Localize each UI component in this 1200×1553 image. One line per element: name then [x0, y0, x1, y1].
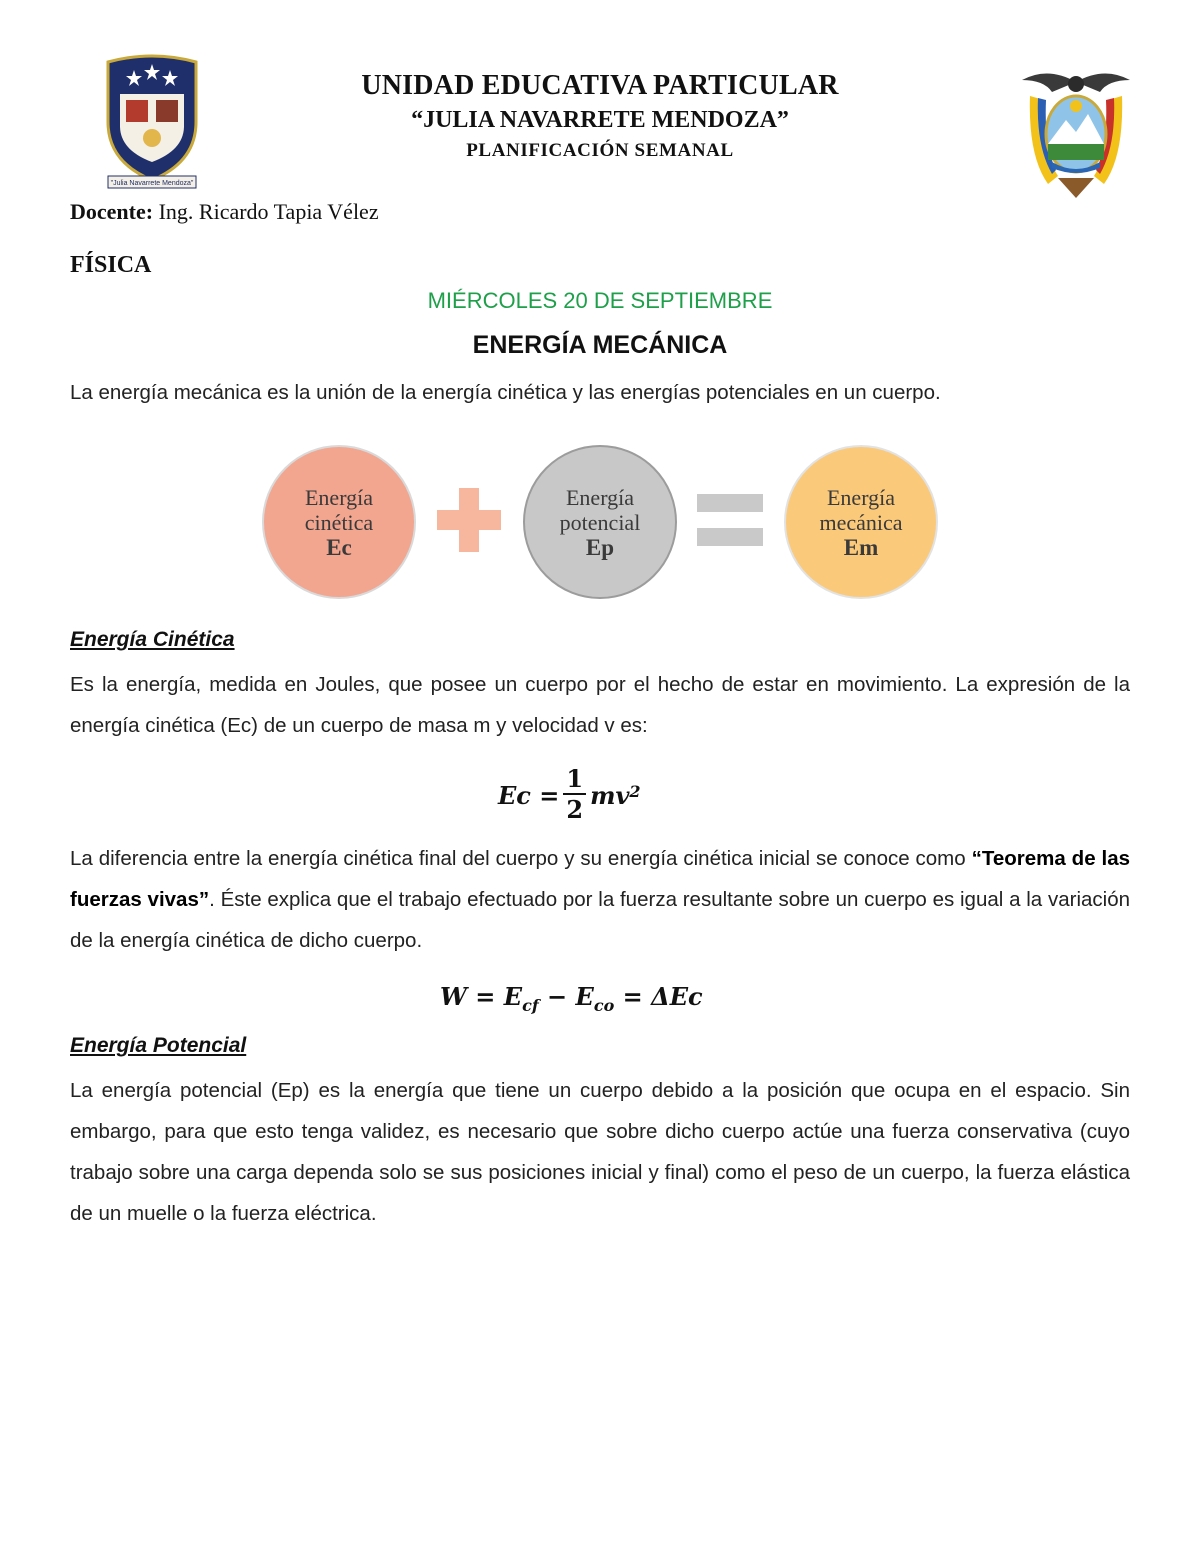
kinetic-energy-heading: Energía Cinética [70, 628, 235, 651]
theorem-intro: La diferencia entre la energía cinética final del cuerpo y su energía cinética inicial se conoce como [70, 847, 966, 870]
plus-icon [437, 488, 501, 552]
mechanical-line1: Energía [826, 484, 895, 510]
work-formula-sub2: co [593, 995, 615, 1015]
teacher-line [70, 199, 379, 225]
potential-line2: potencial [559, 509, 641, 535]
work-energy-theorem-paragraph [70, 838, 1130, 961]
intro-paragraph: La energía mecánica es la unión de la energía cinética y las energías potenciales en un cuerpo. [70, 381, 941, 404]
work-formula-mid: − E [538, 982, 594, 1011]
theorem-name: “Teorema de las fuerzas vivas” [70, 847, 1130, 911]
teacher-name: Ing. Ricardo Tapia Vélez [158, 199, 379, 224]
formula-fraction [563, 765, 586, 825]
school-name-line2: “JULIA NAVARRETE MENDOZA” [411, 107, 789, 133]
formula-lhs: Ec = [498, 780, 560, 810]
energy-sum-diagram [0, 440, 1200, 600]
work-formula-end: = ΔEc [614, 982, 703, 1011]
potential-line1: Energía [565, 484, 634, 510]
potential-energy-circle [523, 445, 677, 599]
kinetic-energy-formula [498, 760, 641, 830]
fraction-denominator: 2 [566, 795, 584, 824]
teacher-label: Docente: [70, 199, 154, 224]
kinetic-energy-circle [262, 445, 416, 599]
potential-energy-heading: Energía Potencial [70, 1034, 247, 1057]
formula-exponent: 2 [629, 781, 641, 801]
work-formula-w: W = E [440, 982, 523, 1011]
mechanical-symbol: Em [843, 534, 879, 560]
kinetic-symbol: Ec [326, 534, 352, 560]
equals-icon [697, 494, 763, 546]
subject-title: FÍSICA [70, 252, 152, 278]
lesson-title: ENERGÍA MECÁNICA [472, 331, 728, 359]
document-type: PLANIFICACIÓN SEMANAL [466, 140, 734, 161]
formula-term: mv [590, 780, 630, 810]
work-energy-formula [440, 982, 703, 1015]
potential-energy-paragraph: La energía potencial (Ep) es la energía que tiene un cuerpo debido a la posición que ocupa en el espacio. Sin embargo, para que esto tenga validez, es necesario que sobre dicho cuerpo actúe una fuerza conservativa (cuyo trabajo sobre una carga dependa solo se sus posiciones inicial y final) como el peso de un cuerpo, la fuerza elástica de un muelle o la fuerza eléctrica. [70, 1079, 1130, 1225]
svg-text:"Julia Navarrete Mendoza": "Julia Navarrete Mendoza" [110, 180, 194, 187]
theorem-rest: . Éste explica que el trabajo efectuado por la fuerza resultante sobre un cuerpo es igual a la variación de la energía cinética de dicho cuerpo. [70, 888, 1130, 952]
school-name-line1: UNIDAD EDUCATIVA PARTICULAR [361, 70, 839, 101]
lesson-date: MIÉRCOLES 20 DE SEPTIEMBRE [427, 288, 773, 313]
fraction-numerator: 1 [563, 765, 586, 795]
potential-symbol: Ep [585, 534, 615, 560]
mechanical-energy-circle [784, 445, 938, 599]
work-formula-sub1: cf [522, 995, 539, 1015]
kinetic-line1: Energía [304, 484, 373, 510]
mechanical-line2: mecánica [819, 509, 903, 535]
kinetic-energy-paragraph: Es la energía, medida en Joules, que posee un cuerpo por el hecho de estar en movimiento. La expresión de la energía cinética (Ec) de un cuerpo de masa m y velocidad v es: [70, 673, 1130, 737]
kinetic-line2: cinética [304, 509, 374, 535]
